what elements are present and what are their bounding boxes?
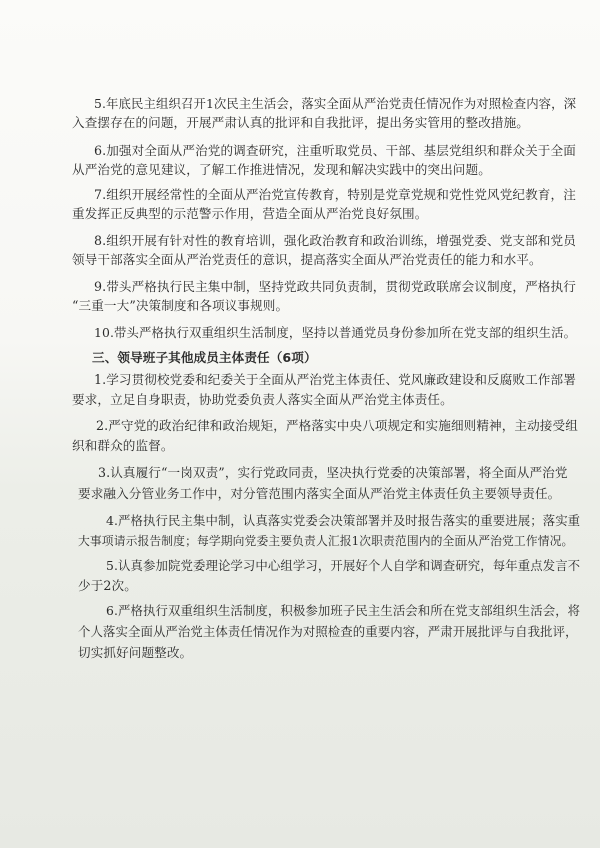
paragraph-line: 织和群众的监督。	[72, 438, 174, 453]
paragraph-line: 9.带头严格执行民主集中制，坚持党政共同负责制，贯彻党政联席会议制度，严格执行	[94, 279, 576, 294]
paragraph-line: 6.严格执行双重组织生活制度，积极参加班子民主生活会和所在党支部组织生活会，将	[106, 603, 581, 618]
paragraph-line: 要求，立足自身职责，协助党委负责人落实全面从严治党主体责任。	[72, 392, 453, 407]
paragraph-line: 大事项请示报告制度；每学期向党委主要负责人汇报1次职责范围内的全面从严治党工作情况。	[78, 534, 574, 548]
paragraph-line: 从严治党的意见建议，了解工作推进情况，发现和解决实践中的突出问题。	[72, 162, 491, 177]
paragraph-line: 5.年底民主组织召开1次民主生活会，落实全面从严治党责任情况作为对照检查内容，深	[94, 96, 577, 111]
paragraph-line: 2.严守党的政治纪律和政治规矩，严格落实中央八项规定和实施细则精神，主动接受组	[96, 418, 578, 433]
paragraph-line: 3.认真履行“一岗双责”，实行党政同责，坚决执行党委的决策部署，将全面从严治党	[98, 465, 568, 480]
paragraph-line: 领导干部落实全面从严治党责任的意识，提高落实全面从严治党责任的能力和水平。	[72, 252, 542, 267]
paragraph-line: 个人落实全面从严治党主体责任情况作为对照检查的重要内容，严肃开展批评与自我批评，	[78, 624, 578, 639]
paragraph-line: 重发挥正反典型的示范警示作用，营造全面从严治党良好氛围。	[72, 206, 428, 221]
paragraph-line: 7.组织开展经常性的全面从严治党宣传教育，特别是党章党规和党性党风党纪教育，注	[94, 187, 576, 202]
paragraph-line: 10.带头严格执行双重组织生活制度，坚持以普通党员身份参加所在党支部的组织生活。	[94, 325, 577, 340]
paragraph-line: 少于2次。	[78, 578, 137, 593]
paragraph-line: 入查摆存在的问题，开展严肃认真的批评和自我批评，提出务实管用的整改措施。	[72, 115, 529, 130]
paragraph-line: 8.组织开展有针对性的教育培训，强化政治教育和政治训练，增强党委、党支部和党员	[94, 233, 576, 248]
paragraph-line: 6.加强对全面从严治党的调查研究，注重听取党员、干部、基层党组织和群众关于全面	[94, 143, 576, 158]
paragraph-line: 5.认真参加院党委理论学习中心组学习，开展好个人自学和调查研究，每年重点发言不	[106, 558, 581, 573]
paragraph-line: 切实抓好问题整改。	[78, 645, 193, 660]
paragraph-line: “三重一大”决策制度和各项议事规则。	[72, 298, 289, 313]
paragraph-line: 要求融入分管业务工作中，对分管范围内落实全面从严治党主体责任负主要领导责任。	[78, 486, 561, 501]
section-heading: 三、领导班子其他成员主体责任（6项）	[92, 350, 317, 365]
paragraph-line: 4.严格执行民主集中制，认真落实党委会决策部署并及时报告落实的重要进展；落实重	[106, 513, 581, 528]
paragraph-line: 1.学习贯彻校党委和纪委关于全面从严治党主体责任、党风廉政建设和反腐败工作部署	[94, 372, 576, 387]
